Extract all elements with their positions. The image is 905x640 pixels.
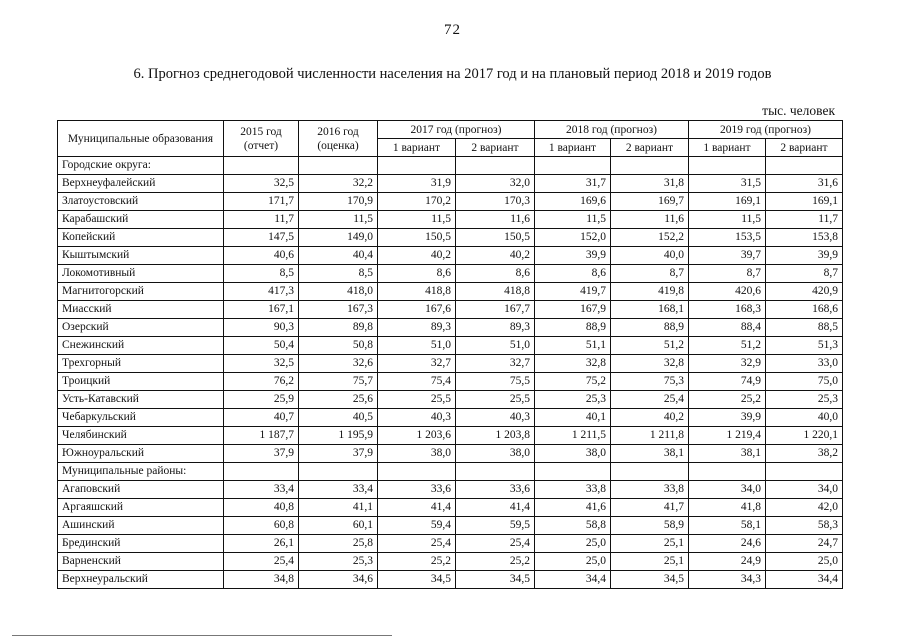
value-cell: 171,7	[224, 193, 299, 211]
value-cell: 60,8	[224, 517, 299, 535]
value-cell: 38,0	[535, 445, 611, 463]
value-cell: 59,5	[456, 517, 535, 535]
table-row	[58, 373, 843, 391]
value-cell: 31,6	[766, 175, 843, 193]
value-cell: 34,4	[766, 571, 843, 589]
empty-cell	[299, 157, 378, 175]
value-cell: 88,9	[535, 319, 611, 337]
municipality-name: Южноуральский	[58, 445, 224, 463]
value-cell: 25,2	[689, 391, 766, 409]
value-cell: 41,6	[535, 499, 611, 517]
header-2017-variant-1: 1 вариант	[378, 139, 456, 157]
value-cell: 419,8	[611, 283, 689, 301]
value-cell: 74,9	[689, 373, 766, 391]
table-row	[58, 391, 843, 409]
value-cell: 39,9	[766, 247, 843, 265]
value-cell: 34,4	[535, 571, 611, 589]
value-cell: 88,9	[611, 319, 689, 337]
value-cell: 11,5	[535, 211, 611, 229]
value-cell: 88,5	[766, 319, 843, 337]
document-title: 6. Прогноз среднегодовой численности населения на 2017 год и на плановый период 2018 и 2019 годов	[133, 66, 772, 82]
value-cell: 168,6	[766, 301, 843, 319]
value-cell: 8,6	[456, 265, 535, 283]
municipality-name: Магнитогорский	[58, 283, 224, 301]
value-cell: 149,0	[299, 229, 378, 247]
value-cell: 40,2	[378, 247, 456, 265]
municipality-name: Верхнеуфалейский	[58, 175, 224, 193]
value-cell: 59,4	[378, 517, 456, 535]
empty-cell	[689, 157, 766, 175]
value-cell: 32,7	[456, 355, 535, 373]
municipality-name: Карабашский	[58, 211, 224, 229]
value-cell: 58,1	[689, 517, 766, 535]
value-cell: 25,4	[456, 535, 535, 553]
value-cell: 1 203,6	[378, 427, 456, 445]
value-cell: 39,9	[535, 247, 611, 265]
value-cell: 40,5	[299, 409, 378, 427]
value-cell: 40,8	[224, 499, 299, 517]
value-cell: 8,6	[378, 265, 456, 283]
value-cell: 40,2	[611, 409, 689, 427]
value-cell: 40,6	[224, 247, 299, 265]
value-cell: 167,6	[378, 301, 456, 319]
value-cell: 169,6	[535, 193, 611, 211]
value-cell: 1 220,1	[766, 427, 843, 445]
value-cell: 152,0	[535, 229, 611, 247]
value-cell: 58,3	[766, 517, 843, 535]
empty-cell	[535, 463, 611, 481]
value-cell: 152,2	[611, 229, 689, 247]
value-cell: 25,9	[224, 391, 299, 409]
header-2018-variant-2: 2 вариант	[611, 139, 689, 157]
table-row	[58, 229, 843, 247]
value-cell: 51,0	[378, 337, 456, 355]
empty-cell	[535, 157, 611, 175]
value-cell: 33,8	[535, 481, 611, 499]
table-row	[58, 211, 843, 229]
value-cell: 25,8	[299, 535, 378, 553]
value-cell: 89,3	[456, 319, 535, 337]
header-2018: 2018 год (прогноз)	[535, 121, 689, 139]
municipality-name: Агаповский	[58, 481, 224, 499]
empty-cell	[611, 157, 689, 175]
municipality-name: Озерский	[58, 319, 224, 337]
value-cell: 38,1	[689, 445, 766, 463]
value-cell: 8,5	[224, 265, 299, 283]
value-cell: 51,2	[611, 337, 689, 355]
value-cell: 24,9	[689, 553, 766, 571]
value-cell: 25,4	[224, 553, 299, 571]
municipality-name: Верхнеуральский	[58, 571, 224, 589]
municipality-name: Снежинский	[58, 337, 224, 355]
value-cell: 33,6	[378, 481, 456, 499]
value-cell: 25,0	[766, 553, 843, 571]
value-cell: 1 211,8	[611, 427, 689, 445]
header-2017: 2017 год (прогноз)	[378, 121, 535, 139]
value-cell: 1 219,4	[689, 427, 766, 445]
value-cell: 39,7	[689, 247, 766, 265]
header-2016	[299, 121, 378, 157]
empty-cell	[224, 157, 299, 175]
municipality-name: Троицкий	[58, 373, 224, 391]
value-cell: 31,5	[689, 175, 766, 193]
municipality-name: Усть-Катавский	[58, 391, 224, 409]
value-cell: 41,7	[611, 499, 689, 517]
value-cell: 51,3	[766, 337, 843, 355]
table-row	[58, 175, 843, 193]
table-row	[58, 481, 843, 499]
value-cell: 32,5	[224, 355, 299, 373]
value-cell: 89,3	[378, 319, 456, 337]
value-cell: 50,4	[224, 337, 299, 355]
value-cell: 150,5	[378, 229, 456, 247]
header-municipality: Муниципальные образования	[58, 121, 224, 157]
table-row	[58, 535, 843, 553]
value-cell: 418,0	[299, 283, 378, 301]
value-cell: 33,4	[224, 481, 299, 499]
value-cell: 419,7	[535, 283, 611, 301]
value-cell: 25,3	[766, 391, 843, 409]
value-cell: 40,4	[299, 247, 378, 265]
footer-rule	[12, 635, 392, 636]
value-cell: 25,6	[299, 391, 378, 409]
value-cell: 89,8	[299, 319, 378, 337]
table-row	[58, 193, 843, 211]
value-cell: 417,3	[224, 283, 299, 301]
empty-cell	[378, 463, 456, 481]
municipality-name: Челябинский	[58, 427, 224, 445]
value-cell: 25,4	[611, 391, 689, 409]
value-cell: 25,4	[378, 535, 456, 553]
value-cell: 8,7	[689, 265, 766, 283]
table-row	[58, 319, 843, 337]
section-header-row	[58, 157, 843, 175]
value-cell: 76,2	[224, 373, 299, 391]
value-cell: 32,0	[456, 175, 535, 193]
empty-cell	[611, 463, 689, 481]
value-cell: 32,2	[299, 175, 378, 193]
value-cell: 58,8	[535, 517, 611, 535]
value-cell: 25,0	[535, 535, 611, 553]
value-cell: 40,1	[535, 409, 611, 427]
table-row	[58, 517, 843, 535]
value-cell: 31,7	[535, 175, 611, 193]
value-cell: 42,0	[766, 499, 843, 517]
empty-cell	[766, 157, 843, 175]
value-cell: 88,4	[689, 319, 766, 337]
value-cell: 33,4	[299, 481, 378, 499]
value-cell: 33,8	[611, 481, 689, 499]
empty-cell	[224, 463, 299, 481]
value-cell: 34,6	[299, 571, 378, 589]
value-cell: 25,2	[378, 553, 456, 571]
municipality-name: Брединский	[58, 535, 224, 553]
value-cell: 26,1	[224, 535, 299, 553]
table-row	[58, 301, 843, 319]
table-row	[58, 571, 843, 589]
value-cell: 41,4	[456, 499, 535, 517]
header-2019: 2019 год (прогноз)	[689, 121, 843, 139]
value-cell: 167,7	[456, 301, 535, 319]
value-cell: 32,8	[535, 355, 611, 373]
value-cell: 25,2	[456, 553, 535, 571]
value-cell: 169,1	[766, 193, 843, 211]
value-cell: 170,2	[378, 193, 456, 211]
value-cell: 58,9	[611, 517, 689, 535]
value-cell: 38,1	[611, 445, 689, 463]
value-cell: 75,4	[378, 373, 456, 391]
value-cell: 40,0	[611, 247, 689, 265]
empty-cell	[456, 463, 535, 481]
value-cell: 168,1	[611, 301, 689, 319]
value-cell: 169,7	[611, 193, 689, 211]
header-2016-year: 2016 год	[317, 125, 359, 138]
municipality-name: Варненский	[58, 553, 224, 571]
table-row	[58, 553, 843, 571]
value-cell: 11,6	[611, 211, 689, 229]
table-row	[58, 247, 843, 265]
value-cell: 24,6	[689, 535, 766, 553]
value-cell: 40,0	[766, 409, 843, 427]
value-cell: 37,9	[299, 445, 378, 463]
table-row	[58, 265, 843, 283]
value-cell: 147,5	[224, 229, 299, 247]
value-cell: 31,9	[378, 175, 456, 193]
value-cell: 167,9	[535, 301, 611, 319]
value-cell: 168,3	[689, 301, 766, 319]
value-cell: 170,9	[299, 193, 378, 211]
value-cell: 25,5	[378, 391, 456, 409]
empty-cell	[378, 157, 456, 175]
value-cell: 25,1	[611, 553, 689, 571]
value-cell: 11,6	[456, 211, 535, 229]
value-cell: 34,5	[456, 571, 535, 589]
value-cell: 25,3	[299, 553, 378, 571]
value-cell: 40,3	[378, 409, 456, 427]
value-cell: 31,8	[611, 175, 689, 193]
header-2019-variant-2: 2 вариант	[766, 139, 843, 157]
value-cell: 75,5	[456, 373, 535, 391]
value-cell: 11,5	[689, 211, 766, 229]
value-cell: 153,5	[689, 229, 766, 247]
header-2018-variant-1: 1 вариант	[535, 139, 611, 157]
value-cell: 1 203,8	[456, 427, 535, 445]
table-row	[58, 409, 843, 427]
value-cell: 1 211,5	[535, 427, 611, 445]
value-cell: 41,1	[299, 499, 378, 517]
value-cell: 169,1	[689, 193, 766, 211]
value-cell: 75,3	[611, 373, 689, 391]
value-cell: 60,1	[299, 517, 378, 535]
value-cell: 25,0	[535, 553, 611, 571]
value-cell: 418,8	[378, 283, 456, 301]
section-header-row	[58, 463, 843, 481]
value-cell: 38,0	[456, 445, 535, 463]
value-cell: 34,5	[378, 571, 456, 589]
header-2016-note: (оценка)	[317, 139, 359, 152]
value-cell: 50,8	[299, 337, 378, 355]
value-cell: 420,6	[689, 283, 766, 301]
value-cell: 41,8	[689, 499, 766, 517]
page-number: 72	[444, 22, 461, 38]
value-cell: 90,3	[224, 319, 299, 337]
value-cell: 24,7	[766, 535, 843, 553]
value-cell: 51,1	[535, 337, 611, 355]
section-title: Муниципальные районы:	[58, 463, 224, 481]
table-body	[58, 157, 843, 589]
value-cell: 170,3	[456, 193, 535, 211]
value-cell: 41,4	[378, 499, 456, 517]
value-cell: 167,3	[299, 301, 378, 319]
value-cell: 34,0	[689, 481, 766, 499]
value-cell: 11,7	[766, 211, 843, 229]
municipality-name: Аргаяшский	[58, 499, 224, 517]
header-2015-note: (отчет)	[243, 139, 279, 152]
municipality-name: Златоустовский	[58, 193, 224, 211]
municipality-name: Кыштымский	[58, 247, 224, 265]
value-cell: 420,9	[766, 283, 843, 301]
value-cell: 11,5	[299, 211, 378, 229]
value-cell: 33,0	[766, 355, 843, 373]
value-cell: 32,7	[378, 355, 456, 373]
empty-cell	[689, 463, 766, 481]
value-cell: 32,5	[224, 175, 299, 193]
municipality-name: Миасский	[58, 301, 224, 319]
value-cell: 40,3	[456, 409, 535, 427]
value-cell: 25,5	[456, 391, 535, 409]
value-cell: 40,7	[224, 409, 299, 427]
value-cell: 8,6	[535, 265, 611, 283]
value-cell: 8,7	[611, 265, 689, 283]
value-cell: 11,5	[378, 211, 456, 229]
value-cell: 25,1	[611, 535, 689, 553]
value-cell: 34,8	[224, 571, 299, 589]
header-2019-variant-1: 1 вариант	[689, 139, 766, 157]
value-cell: 34,3	[689, 571, 766, 589]
table-row	[58, 355, 843, 373]
header-2015-year: 2015 год	[240, 125, 282, 138]
value-cell: 38,2	[766, 445, 843, 463]
value-cell: 8,5	[299, 265, 378, 283]
value-cell: 75,0	[766, 373, 843, 391]
value-cell: 153,8	[766, 229, 843, 247]
value-cell: 11,7	[224, 211, 299, 229]
value-cell: 34,0	[766, 481, 843, 499]
value-cell: 8,7	[766, 265, 843, 283]
value-cell: 34,5	[611, 571, 689, 589]
value-cell: 51,0	[456, 337, 535, 355]
value-cell: 33,6	[456, 481, 535, 499]
section-title: Городские округа:	[58, 157, 224, 175]
municipality-name: Ашинский	[58, 517, 224, 535]
table-row	[58, 499, 843, 517]
units-label: тыс. человек	[762, 103, 835, 118]
population-forecast-table	[57, 120, 843, 589]
municipality-name: Копейский	[58, 229, 224, 247]
value-cell: 1 195,9	[299, 427, 378, 445]
municipality-name: Чебаркульский	[58, 409, 224, 427]
value-cell: 39,9	[689, 409, 766, 427]
value-cell: 167,1	[224, 301, 299, 319]
value-cell: 32,9	[689, 355, 766, 373]
table-row	[58, 445, 843, 463]
value-cell: 38,0	[378, 445, 456, 463]
value-cell: 40,2	[456, 247, 535, 265]
value-cell: 418,8	[456, 283, 535, 301]
empty-cell	[299, 463, 378, 481]
value-cell: 32,6	[299, 355, 378, 373]
value-cell: 37,9	[224, 445, 299, 463]
value-cell: 51,2	[689, 337, 766, 355]
empty-cell	[766, 463, 843, 481]
municipality-name: Трехгорный	[58, 355, 224, 373]
empty-cell	[456, 157, 535, 175]
table-row	[58, 427, 843, 445]
table-row	[58, 283, 843, 301]
header-2015	[224, 121, 299, 157]
header-2017-variant-2: 2 вариант	[456, 139, 535, 157]
table-row	[58, 337, 843, 355]
value-cell: 75,7	[299, 373, 378, 391]
value-cell: 1 187,7	[224, 427, 299, 445]
value-cell: 150,5	[456, 229, 535, 247]
value-cell: 25,3	[535, 391, 611, 409]
value-cell: 32,8	[611, 355, 689, 373]
value-cell: 75,2	[535, 373, 611, 391]
municipality-name: Локомотивный	[58, 265, 224, 283]
